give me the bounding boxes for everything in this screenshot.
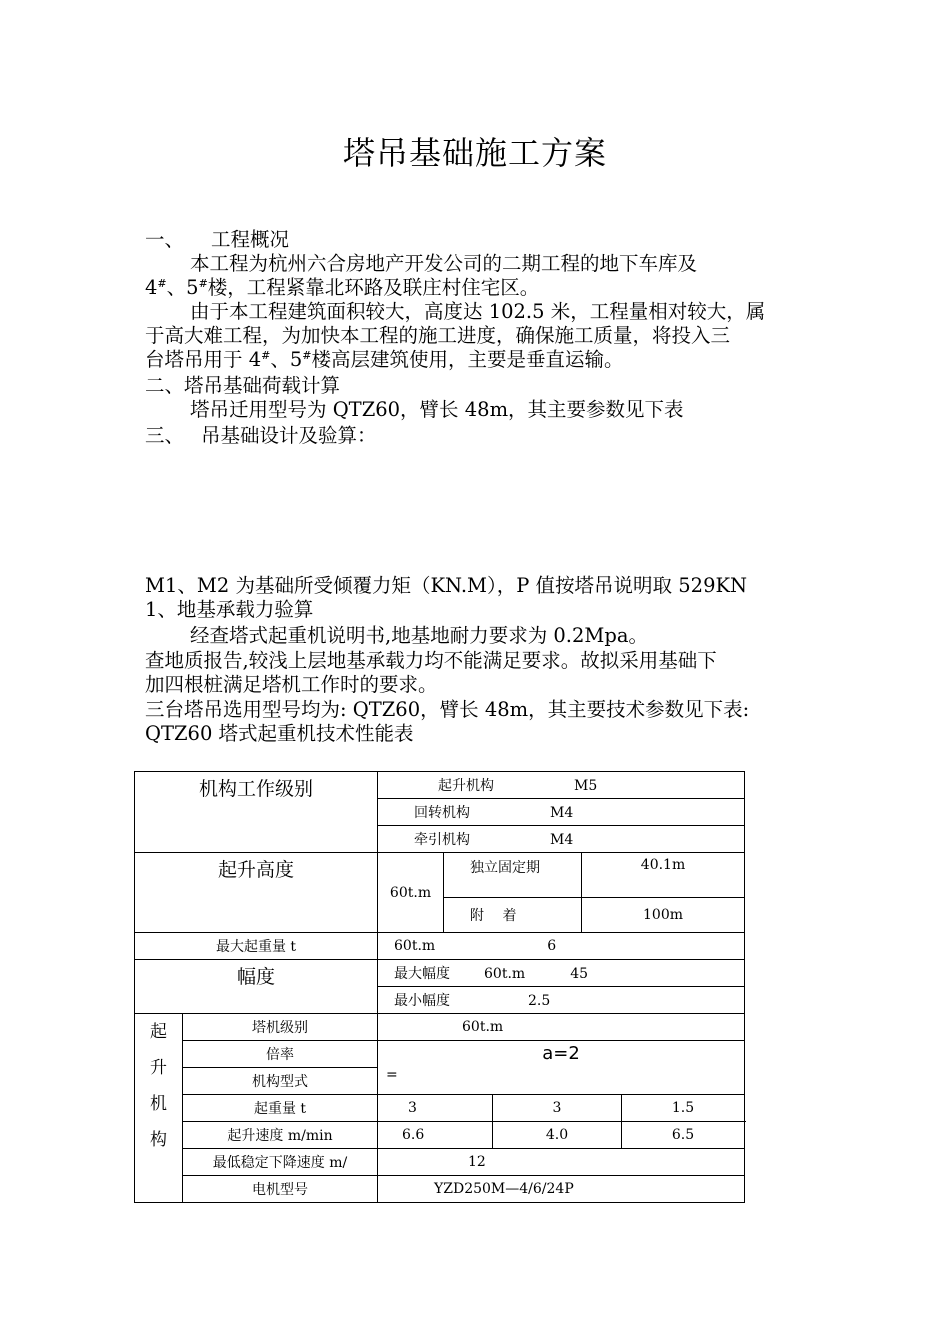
table-cell: 起重量 t <box>183 1095 378 1122</box>
table-cell: 60t.m <box>378 1014 745 1041</box>
table-cell: 机构型式 <box>183 1068 378 1095</box>
table-cell: 起升速度 m/min <box>183 1122 378 1149</box>
table-cell: 独立固定期 <box>444 853 582 898</box>
table-cell: 40.1m <box>582 853 745 898</box>
table-row <box>135 1122 745 1149</box>
table-row <box>135 960 745 987</box>
section-1-heading: 一、 工程概况 <box>145 228 290 251</box>
table-cell: 3 <box>493 1095 622 1122</box>
table-cell: 最小幅度 2.5 <box>378 987 745 1014</box>
table-row <box>135 1014 745 1041</box>
table-cell: 电机型号 <box>183 1176 378 1203</box>
table-row <box>135 1149 745 1176</box>
table-cell: 幅度 <box>135 960 378 1014</box>
document-title: 塔吊基础施工方案 <box>342 134 607 172</box>
paragraph-8: 三台塔吊选用型号均为: QTZ60，臂长 48m，其主要技术参数见下表: <box>145 698 750 721</box>
spec-table <box>134 771 745 1203</box>
table-cell: 附 着 <box>444 898 582 933</box>
section-3-heading: 三、 吊基础设计及验算： <box>145 424 377 447</box>
paragraph-7a: 查地质报告,较浅上层地基承载力均不能满足要求。故拟采用基础下 <box>145 649 717 672</box>
table-cell: 1.5 <box>622 1095 745 1122</box>
table-cell: 起升高度 <box>135 853 378 933</box>
table-cell: 60t.m 6 <box>378 933 745 960</box>
paragraph-2c: 台塔吊用于 4#、5#楼高层建筑使用，主要是垂直运输。 <box>145 348 624 371</box>
paragraph-1b: 4#、5#楼，工程紧靠北环路及联庄村住宅区。 <box>145 276 540 299</box>
table-cell: 最大起重量 t <box>135 933 378 960</box>
table-row <box>135 1041 745 1068</box>
table-cell: a=2 = <box>378 1041 745 1095</box>
paragraph-4: M1、M2 为基础所受倾覆力矩（KN.M），P 值按塔吊说明取 529KN <box>145 574 748 597</box>
table-cell: 倍率 <box>183 1041 378 1068</box>
paragraph-5: 1、地基承载力验算 <box>145 598 314 621</box>
table-row <box>135 853 745 898</box>
table-row <box>135 933 745 960</box>
table-cell: 4.0 <box>493 1122 622 1149</box>
section-2-heading: 二、塔吊基础荷载计算 <box>145 374 341 397</box>
table-cell: 60t.m <box>378 853 444 933</box>
table-cell: YZD250M—4/6/24P <box>378 1176 745 1203</box>
table-cell: 回转机构 M4 <box>378 799 745 826</box>
table-cell: 机构工作级别 <box>135 772 378 853</box>
paragraph-6: 经查塔式起重机说明书,地基地耐力要求为 0.2Mpa。 <box>190 624 648 647</box>
table-cell: 最大幅度 60t.m 45 <box>378 960 745 987</box>
table-cell: 起升机构 M5 <box>378 772 745 799</box>
table-cell: 12 <box>378 1149 745 1176</box>
table-row <box>135 1095 745 1122</box>
table-cell: 塔机级别 <box>183 1014 378 1041</box>
paragraph-2a: 由于本工程建筑面积较大，高度达 102.5 米，工程量相对较大，属 <box>190 300 766 323</box>
paragraph-3: 塔吊迁用型号为 QTZ60，臂长 48m，其主要参数见下表 <box>190 398 684 421</box>
paragraph-2b: 于高大难工程，为加快本工程的施工进度，确保施工质量，将投入三 <box>145 324 731 347</box>
table-row <box>135 1176 745 1203</box>
table-cell: 6.5 <box>622 1122 745 1149</box>
paragraph-7b: 加四根桩满足塔机工作时的要求。 <box>145 673 438 696</box>
paragraph-1a: 本工程为杭州六合房地产开发公司的二期工程的地下车库及 <box>190 252 698 275</box>
table-cell-group-label: 起 升 机 构 <box>135 1014 183 1203</box>
table-cell: 3 <box>378 1095 493 1122</box>
table-cell: 100m <box>582 898 745 933</box>
table-cell: 牵引机构 M4 <box>378 826 745 853</box>
table-row <box>135 772 745 799</box>
table-cell: 6.6 <box>378 1122 493 1149</box>
table-cell: 最低稳定下降速度 m/ <box>183 1149 378 1176</box>
paragraph-9: QTZ60 塔式起重机技术性能表 <box>145 722 414 745</box>
